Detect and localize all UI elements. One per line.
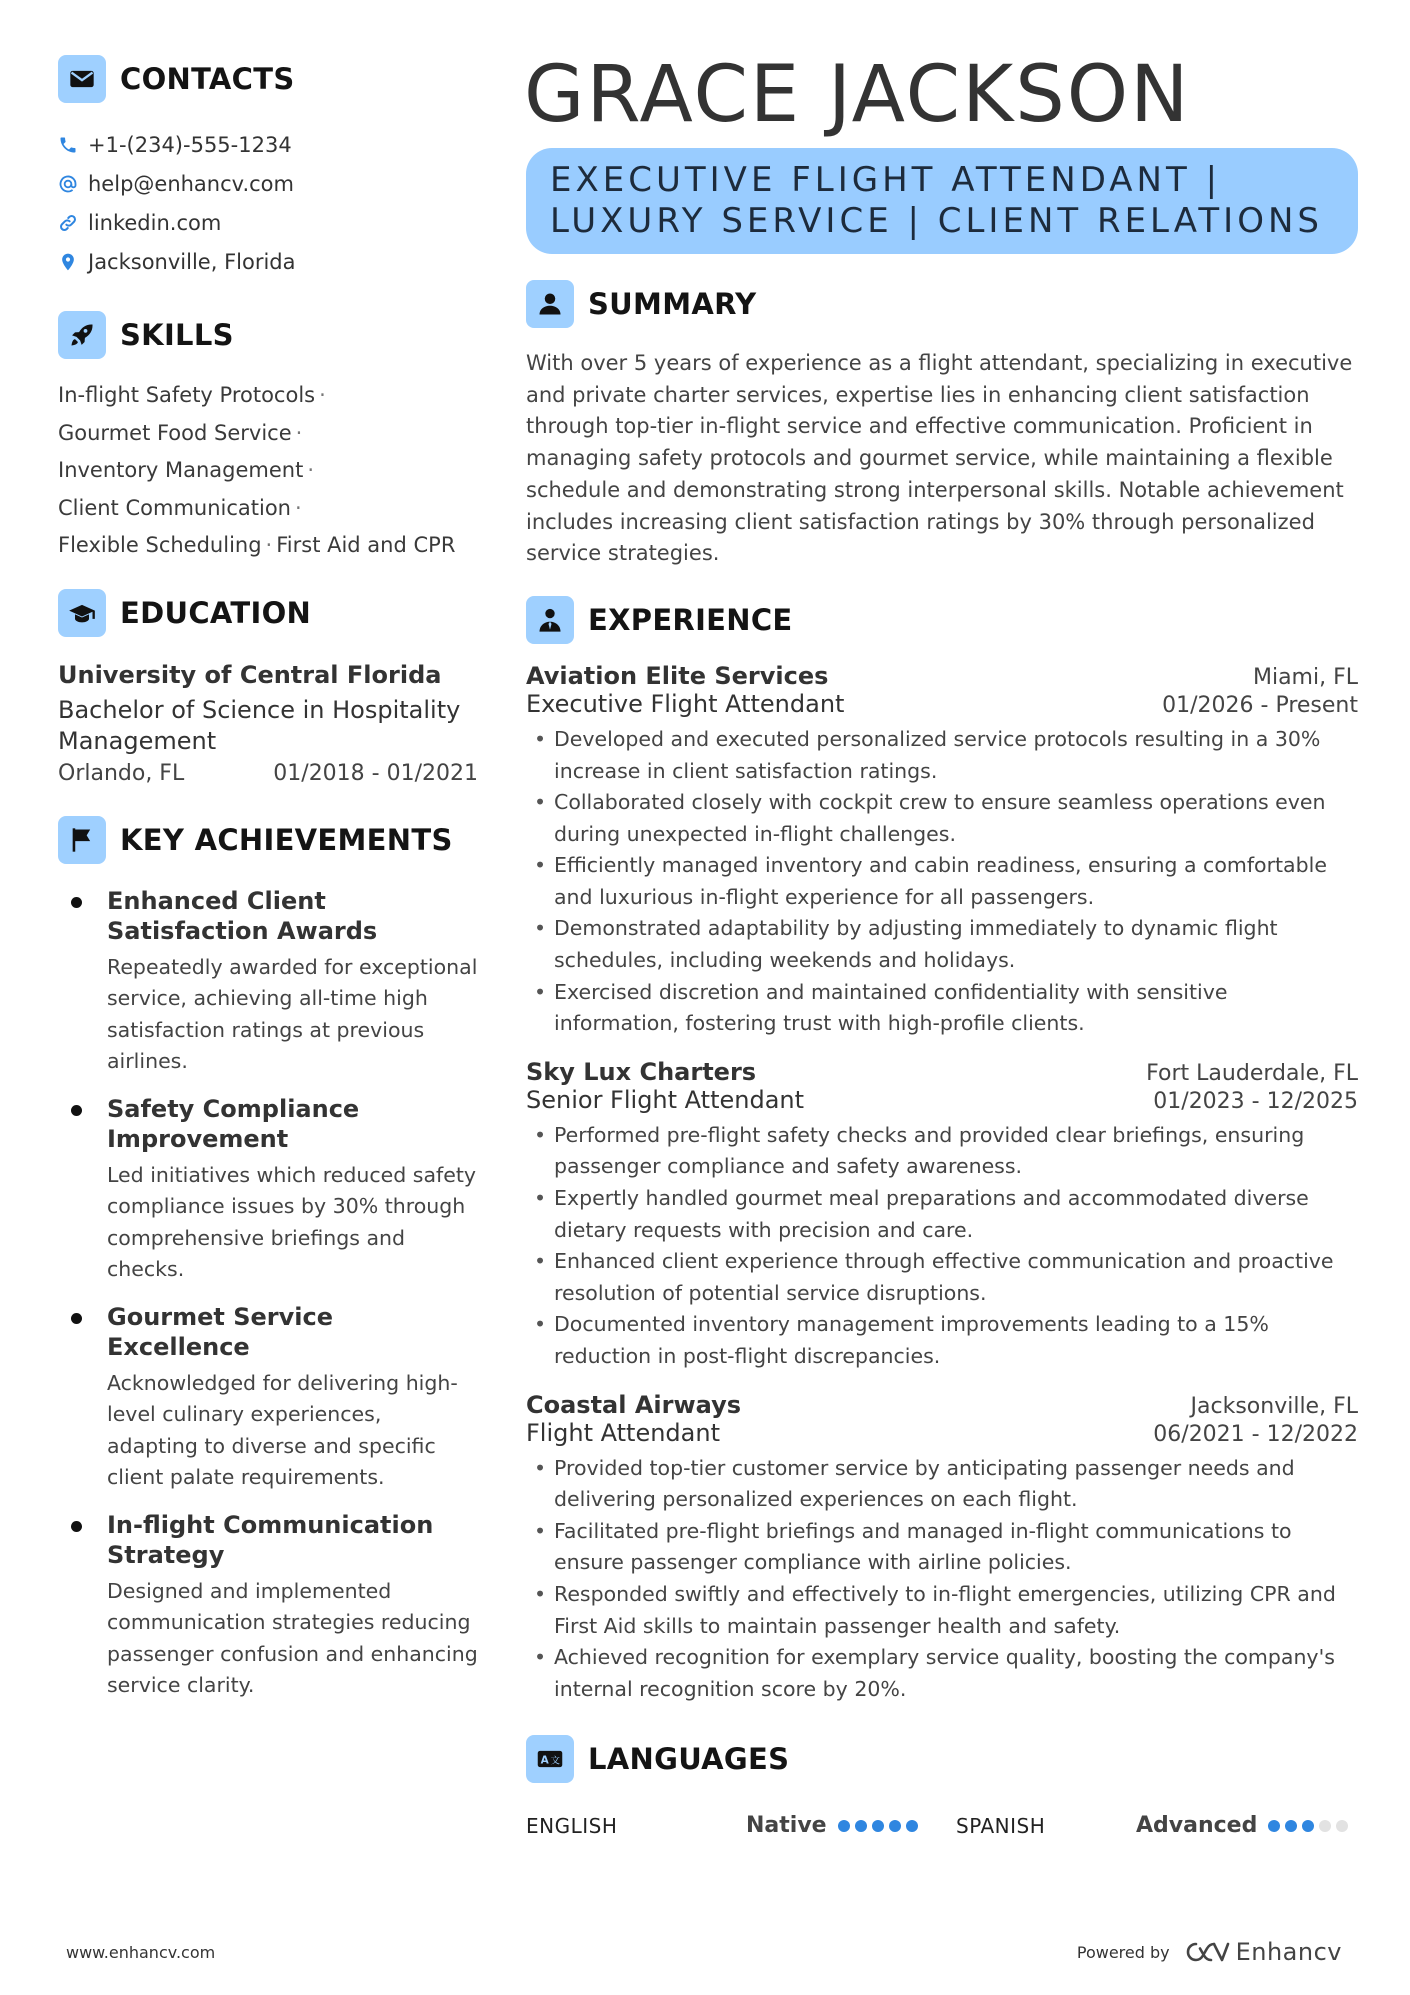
job-company: Coastal Airways xyxy=(526,1390,742,1419)
link-icon xyxy=(58,213,78,233)
job-location: Miami, FL xyxy=(1252,664,1358,690)
job-role-row xyxy=(526,1419,1358,1447)
education-heading: EDUCATION xyxy=(120,595,312,630)
rating-dot-filled-icon xyxy=(906,1820,918,1832)
language-item xyxy=(956,1813,1358,1838)
envelope-icon xyxy=(58,55,106,103)
headline-line-1: EXECUTIVE FLIGHT ATTENDANT | xyxy=(550,160,1222,200)
headline-line-2: LUXURY SERVICE | CLIENT RELATIONS xyxy=(550,201,1323,241)
skill-row: Client Communication · xyxy=(58,495,302,520)
job-location: Fort Lauderdale, FL xyxy=(1146,1060,1358,1086)
at-icon xyxy=(58,174,78,194)
bullet-dot-icon xyxy=(71,897,82,908)
education-section xyxy=(58,589,478,786)
skills-list xyxy=(58,377,478,565)
achievement-desc: Designed and implemented communication strategies reducing passenger confusion and enhancing service clarity. xyxy=(107,1578,478,1697)
experience-section xyxy=(526,596,1358,1705)
enhancv-logo[interactable] xyxy=(1184,1938,1342,1966)
education-meta xyxy=(58,761,478,786)
contact-email-text: help@enhancv.com xyxy=(88,171,294,196)
achievements-heading: KEY ACHIEVEMENTS xyxy=(120,822,453,857)
job-bullet: • Demonstrated adaptability by adjusting immediately to dynamic flight schedules, including weekends and holidays. xyxy=(526,913,1358,976)
flag-icon xyxy=(58,816,106,864)
contact-linkedin-text: linkedin.com xyxy=(88,210,222,235)
job-role: Executive Flight Attendant xyxy=(526,689,845,718)
skill-item: Inventory Management xyxy=(58,458,304,482)
skills-section xyxy=(58,311,478,565)
achievement-title: Enhanced Client Satisfaction Awards xyxy=(107,886,378,945)
language-level: Native xyxy=(746,1813,827,1839)
language-rating xyxy=(1268,1820,1348,1832)
powered-by-label: Powered by xyxy=(1076,1942,1170,1962)
achievement-title: In-flight Communication Strategy xyxy=(107,1510,434,1569)
education-school: University of Central Florida xyxy=(58,660,442,689)
job-role-row xyxy=(526,690,1358,718)
job-bullets xyxy=(526,1453,1358,1706)
achievement-list xyxy=(58,886,478,1702)
skill-row: Inventory Management · xyxy=(58,458,315,482)
summary-heading: SUMMARY xyxy=(588,287,757,321)
achievement-title: Safety Compliance Improvement xyxy=(107,1094,360,1153)
language-name: SPANISH xyxy=(956,1813,1046,1838)
skill-row: In-flight Safety Protocols · xyxy=(58,383,326,407)
svg-text:A: A xyxy=(540,1755,549,1768)
job-role: Senior Flight Attendant xyxy=(526,1085,805,1114)
right-column xyxy=(526,50,1358,1838)
rating-dot-filled-icon xyxy=(1285,1820,1297,1832)
rocket-icon xyxy=(58,311,106,359)
job-entry xyxy=(526,662,1358,1040)
job-role-row xyxy=(526,1086,1358,1114)
contact-list xyxy=(58,125,478,281)
job-dates: 01/2026 - Present xyxy=(1162,692,1358,718)
achievement-desc: Acknowledged for delivering high-level culinary experiences, adapting to diverse and specific client palate requirements. xyxy=(107,1370,458,1489)
contact-location-text: Jacksonville, Florida xyxy=(88,249,296,274)
achievement-item xyxy=(58,1510,478,1702)
job-bullets xyxy=(526,724,1358,1040)
graduation-cap-icon xyxy=(58,589,106,637)
headline-pill xyxy=(526,148,1358,254)
job-bullet: • Documented inventory management improvements leading to a 15% reduction in post-flight discrepancies. xyxy=(526,1309,1358,1372)
location-pin-icon xyxy=(58,252,78,272)
left-column xyxy=(58,55,478,1718)
skill-item: In-flight Safety Protocols xyxy=(58,383,316,407)
person-icon xyxy=(526,280,574,328)
achievement-title: Gourmet Service Excellence xyxy=(107,1302,333,1361)
job-role: Flight Attendant xyxy=(526,1418,720,1447)
skills-heading: SKILLS xyxy=(120,318,234,352)
job-company: Sky Lux Charters xyxy=(526,1057,757,1086)
contacts-header xyxy=(58,55,478,103)
job-bullet: • Facilitated pre-flight briefings and managed in-flight communications to ensure passenger compliance with airline policies. xyxy=(526,1516,1358,1579)
svg-text:文: 文 xyxy=(550,1756,560,1768)
job-dates: 06/2021 - 12/2022 xyxy=(1153,1421,1358,1447)
summary-text: With over 5 years of experience as a flight attendant, specializing in executive and private charter services, expertise lies in enhancing client satisfaction through top-tier in-flight service and effective communication. Proficient in managing safety protocols and gourmet service, while maintaining a flexible schedule and demonstrating strong interpersonal skills. Notable achievement includes increasing client satisfaction ratings by 30% through personalized service strategies. xyxy=(526,351,1353,566)
job-bullet: • Expertly handled gourmet meal preparations and accommodated diverse dietary requests with precision and care. xyxy=(526,1183,1358,1246)
job-header-row xyxy=(526,662,1358,690)
achievement-desc: Repeatedly awarded for exceptional service, achieving all-time high satisfaction ratings at previous airlines. xyxy=(107,954,478,1073)
language-list xyxy=(526,1813,1358,1838)
job-header-row xyxy=(526,1058,1358,1086)
job-bullet: • Provided top-tier customer service by anticipating passenger needs and delivering personalized experiences on each flight. xyxy=(526,1453,1358,1516)
achievement-item xyxy=(58,886,478,1078)
contact-linkedin[interactable] xyxy=(58,203,478,242)
skill-item: Flexible Scheduling xyxy=(58,533,262,557)
rating-dot-empty-icon xyxy=(1336,1820,1348,1832)
bullet-dot-icon xyxy=(71,1521,82,1532)
job-location: Jacksonville, FL xyxy=(1190,1393,1358,1419)
footer-branding xyxy=(1077,1938,1342,1966)
bullet-dot-icon xyxy=(71,1105,82,1116)
job-entry xyxy=(526,1391,1358,1706)
contacts-heading: CONTACTS xyxy=(120,62,295,96)
skill-item: Client Communication xyxy=(58,495,291,520)
achievement-item xyxy=(58,1094,478,1286)
achievement-desc: Led initiatives which reduced safety compliance issues by 30% through comprehensive briefings and checks. xyxy=(107,1162,477,1281)
job-bullet: • Performed pre-flight safety checks and provided clear briefings, ensuring passenger compliance and safety awareness. xyxy=(526,1120,1358,1183)
skill-row: Flexible Scheduling · First Aid and CPR xyxy=(58,533,456,557)
contact-phone-text: +1-(234)-555-1234 xyxy=(88,132,292,157)
education-location: Orlando, FL xyxy=(58,760,185,786)
skill-item: Gourmet Food Service xyxy=(58,420,292,445)
job-bullet: • Enhanced client experience through effective communication and proactive resolution of potential service disruptions. xyxy=(526,1246,1358,1309)
education-header xyxy=(58,589,478,637)
phone-icon xyxy=(58,135,78,155)
rating-dot-filled-icon xyxy=(872,1820,884,1832)
rating-dot-filled-icon xyxy=(889,1820,901,1832)
rating-dot-filled-icon xyxy=(838,1820,850,1832)
enhancv-logo-icon xyxy=(1184,1940,1230,1964)
job-bullets xyxy=(526,1120,1358,1373)
language-level: Advanced xyxy=(1136,1813,1258,1839)
language-item xyxy=(526,1813,956,1838)
job-header-row xyxy=(526,1391,1358,1419)
job-entry xyxy=(526,1058,1358,1373)
languages-section xyxy=(526,1735,1358,1838)
footer-website[interactable]: www.enhancv.com xyxy=(66,1943,216,1962)
job-bullet: • Efficiently managed inventory and cabin readiness, ensuring a comfortable and luxurious in-flight experience for all passengers. xyxy=(526,850,1358,913)
translate-icon xyxy=(526,1735,574,1783)
achievements-header xyxy=(58,816,478,864)
job-bullet: • Achieved recognition for exemplary service quality, boosting the company's internal recognition score by 20%. xyxy=(526,1642,1358,1705)
job-bullet: • Exercised discretion and maintained confidentiality with sensitive information, fostering trust with high-profile clients. xyxy=(526,977,1358,1040)
job-bullet: • Developed and executed personalized service protocols resulting in a 30% increase in client satisfaction ratings. xyxy=(526,724,1358,787)
contacts-section xyxy=(58,55,478,281)
skills-header xyxy=(58,311,478,359)
job-bullet: • Collaborated closely with cockpit crew to ensure seamless operations even during unexpected in-flight challenges. xyxy=(526,787,1358,850)
language-rating xyxy=(838,1820,918,1832)
bullet-dot-icon xyxy=(71,1313,82,1324)
education-dates: 01/2018 - 01/2021 xyxy=(273,760,478,786)
job-dates: 01/2023 - 12/2025 xyxy=(1153,1088,1358,1114)
job-company: Aviation Elite Services xyxy=(526,661,829,690)
summary-section xyxy=(526,280,1358,570)
achievement-item xyxy=(58,1302,478,1494)
summary-header xyxy=(526,280,1358,328)
education-degree: Bachelor of Science in Hospitality Management xyxy=(58,695,461,755)
achievements-section xyxy=(58,816,478,1702)
language-name: ENGLISH xyxy=(526,1813,618,1838)
contact-location xyxy=(58,242,478,281)
candidate-name: GRACE JACKSON xyxy=(524,50,1191,140)
businessman-icon xyxy=(526,596,574,644)
job-bullet: • Responded swiftly and effectively to in-flight emergencies, utilizing CPR and First Aid skills to maintain passenger health and safety. xyxy=(526,1579,1358,1642)
enhancv-brand-text: Enhancv xyxy=(1235,1938,1342,1966)
contact-email[interactable] xyxy=(58,164,478,203)
contact-phone[interactable] xyxy=(58,125,478,164)
languages-header xyxy=(526,1735,1358,1783)
skill-item: First Aid and CPR xyxy=(276,533,456,557)
experience-header xyxy=(526,596,1358,644)
rating-dot-empty-icon xyxy=(1319,1820,1331,1832)
rating-dot-filled-icon xyxy=(1268,1820,1280,1832)
experience-heading: EXPERIENCE xyxy=(588,602,793,637)
skill-row: Gourmet Food Service · xyxy=(58,420,303,445)
rating-dot-filled-icon xyxy=(855,1820,867,1832)
rating-dot-filled-icon xyxy=(1302,1820,1314,1832)
languages-heading: LANGUAGES xyxy=(588,1742,790,1777)
